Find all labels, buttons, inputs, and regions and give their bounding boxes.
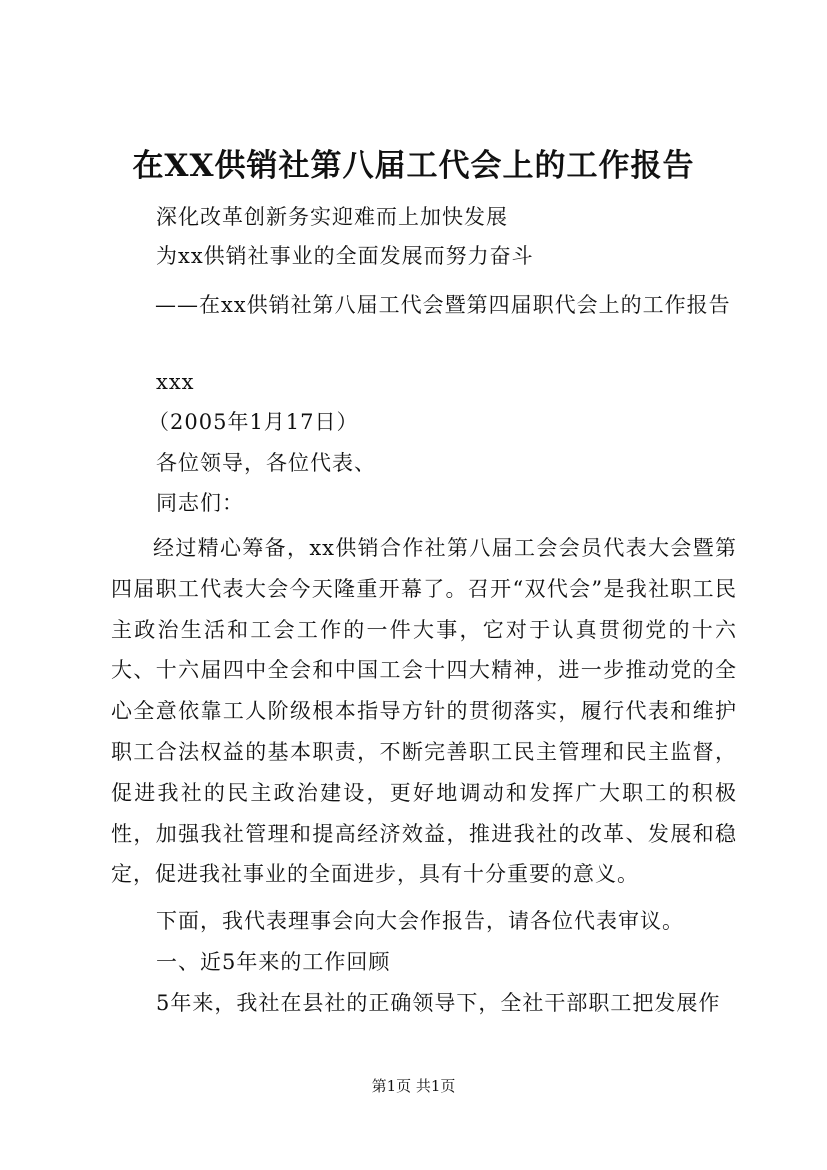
subtitle-line-3: ——在xx供销社第八届工代会暨第四届职代会上的工作报告 xyxy=(155,293,731,317)
body-paragraph-2: 下面，我代表理事会向大会作报告，请各位代表审议。 xyxy=(156,909,684,933)
document-title: 在XX供销社第八届工代会上的工作报告 xyxy=(132,148,695,184)
author-name: xxx xyxy=(156,370,195,394)
salutation-line-1: 各位领导，各位代表、 xyxy=(156,451,376,475)
body-paragraph-1: 经过精心筹备，xx供销合作社第八届工会会员代表大会暨第四届职工代表大会今天隆重开幕了。召开“双代会”是我社职工民主政治生活和工会工作的一件大事，它对于认真贯彻党的十六大、十六届四中全会和中国工会十四大精神，进一步推动党的全心全意依靠工人阶级根本指导方针的贯彻落实，履行代表和维护职工合法权益的基本职责，不断完善职工民主管理和民主监督，促进我社的民主政治建设，更好地调动和发挥广大职工的积极性，加强我社管理和提高经济效益，推进我社的改革、发展和稳定，促进我社事业的全面进步，具有十分重要的意义。 xyxy=(111,536,737,887)
page-number-footer: 第1页 共1页 xyxy=(371,1077,456,1095)
salutation-line-2: 同志们： xyxy=(156,491,244,515)
subtitle-line-2: 为xx供销社事业的全面发展而努力奋斗 xyxy=(156,244,534,268)
subtitle-line-1: 深化改革创新务实迎难而上加快发展 xyxy=(156,205,508,229)
report-date: （2005年1月17日） xyxy=(148,410,359,434)
body-paragraph-3: 5年来，我社在县社的正确领导下，全社干部职工把发展作 xyxy=(156,991,721,1015)
section-heading-1: 一、近5年来的工作回顾 xyxy=(156,950,391,974)
